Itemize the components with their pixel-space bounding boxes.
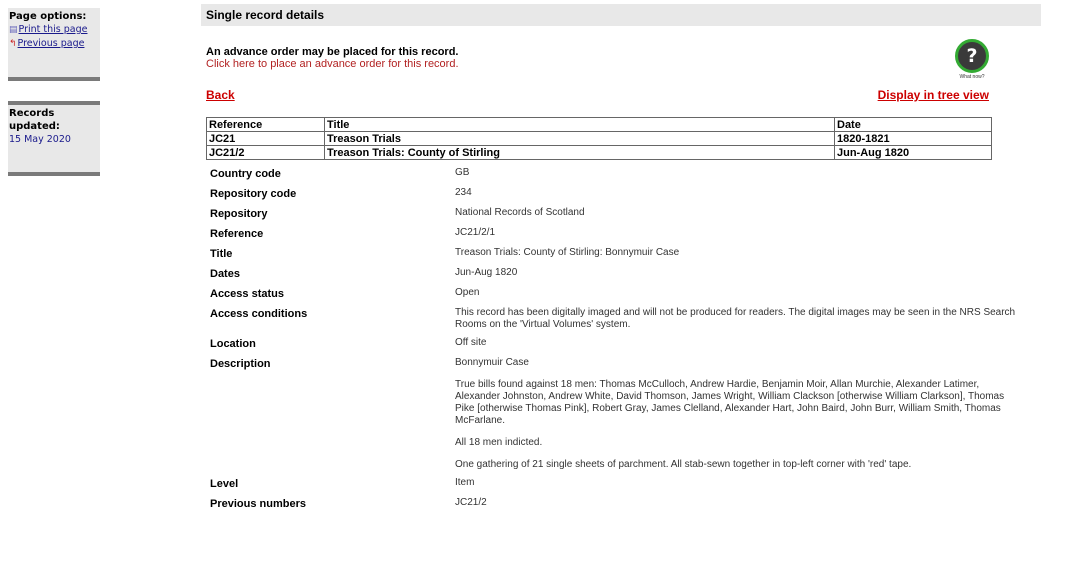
hierarchy-table (206, 117, 992, 160)
detail-row-level (210, 474, 1041, 494)
tree-view-link[interactable]: Display in tree view (877, 88, 989, 102)
sidebar (8, 8, 100, 176)
detail-label: Repository code (210, 188, 297, 200)
detail-value: Item (455, 477, 475, 488)
detail-row-access-conditions (210, 304, 1041, 334)
records-updated-box (8, 101, 100, 176)
previous-page-label: Previous page (17, 38, 85, 49)
detail-row-repository (210, 204, 1041, 224)
page-options-title: Page options: (9, 11, 87, 22)
detail-label: Country code (210, 168, 281, 180)
previous-page-link[interactable] (9, 37, 99, 51)
table-cell: Treason Trials (325, 132, 835, 146)
detail-label: Location (210, 338, 256, 350)
detail-value: GB (455, 167, 470, 178)
column-header: Title (325, 118, 835, 132)
printer-icon: ▤ (9, 25, 18, 35)
print-page-link[interactable] (9, 23, 99, 37)
page-title: Single record details (201, 4, 1041, 26)
detail-value: This record has been digitally imaged and will not be produced for readers. The digital images may be seen in the NRS Search Rooms on the 'Virtual Volumes' system. (455, 307, 1016, 330)
detail-row-reference (210, 224, 1041, 244)
table-cell: Jun-Aug 1820 (835, 146, 992, 160)
detail-label: Access status (210, 288, 284, 300)
advance-order-link[interactable]: Click here to place an advance order for this record. (206, 58, 459, 70)
what-now-caption: What now? (959, 74, 985, 80)
back-arrow-icon: ↰ (9, 39, 17, 49)
column-header: Date (835, 118, 992, 132)
detail-row-dates (210, 264, 1041, 284)
table-cell: 1820-1821 (835, 132, 992, 146)
detail-label: Level (210, 478, 239, 490)
detail-value: Off site (455, 337, 487, 348)
records-updated-title: Records updated: (9, 108, 60, 132)
detail-label: Title (210, 248, 233, 260)
table-cell: Treason Trials: County of Stirling (325, 146, 835, 160)
advance-order-text: An advance order may be placed for this record. (206, 46, 459, 58)
detail-row-title (210, 244, 1041, 264)
column-header: Reference (207, 118, 325, 132)
table-cell: JC21/2 (207, 146, 325, 160)
detail-value: Treason Trials: County of Stirling: Bonnymuir Case (455, 247, 680, 258)
table-row[interactable] (207, 132, 992, 146)
table-header-row (207, 118, 992, 132)
detail-row-description (210, 354, 1041, 474)
detail-row-repository-code (210, 184, 1041, 204)
detail-value: JC21/2 (455, 497, 487, 508)
main-content (201, 4, 1041, 514)
table-cell: JC21 (207, 132, 325, 146)
detail-value: JC21/2/1 (455, 227, 496, 238)
detail-label: Repository (210, 208, 268, 220)
print-page-label: Print this page (18, 24, 88, 35)
detail-row-previous-numbers (210, 494, 1041, 514)
detail-label: Reference (210, 228, 264, 240)
description-paragraph: One gathering of 21 single sheets of parchment. All stab-sewn together in top-left corner with 'red' tape. (455, 459, 912, 470)
detail-value: Jun-Aug 1820 (455, 267, 518, 278)
records-updated-date: 15 May 2020 (9, 134, 71, 145)
detail-label: Access conditions (210, 308, 308, 320)
description-paragraph: All 18 men indicted. (455, 437, 543, 448)
detail-row-access-status (210, 284, 1041, 304)
detail-value: Open (455, 287, 480, 298)
table-row[interactable] (207, 146, 992, 160)
detail-label: Previous numbers (210, 498, 306, 510)
what-now-button[interactable] (954, 39, 990, 80)
detail-label: Description (210, 358, 271, 370)
description-paragraph: Bonnymuir Case (455, 357, 529, 368)
detail-value: 234 (455, 187, 472, 198)
back-link[interactable]: Back (206, 88, 235, 102)
description-value (455, 354, 1025, 474)
description-paragraph: True bills found against 18 men: Thomas McCulloch, Andrew Hardie, Benjamin Moir, Allan Murchie, Alexander Latimer, Alexander Johnston, Andrew White, David Thomson, James Wright, William Clackson [otherwise William Clarkson], Thomas Pike [otherwise Thomas Pink], Robert Gray, James Clelland, Alexander Hart, John Baird, John Burr, William Smith, Thomas McFarlane. (455, 379, 1005, 426)
detail-row-location (210, 334, 1041, 354)
detail-label: Dates (210, 268, 240, 280)
advance-order-notice (201, 46, 1041, 70)
help-icon: ? (955, 39, 989, 73)
detail-row-country-code (210, 164, 1041, 184)
page-options-box (8, 8, 100, 81)
navigation-links (201, 88, 1041, 106)
record-details (210, 164, 1041, 514)
detail-value: National Records of Scotland (455, 207, 585, 218)
